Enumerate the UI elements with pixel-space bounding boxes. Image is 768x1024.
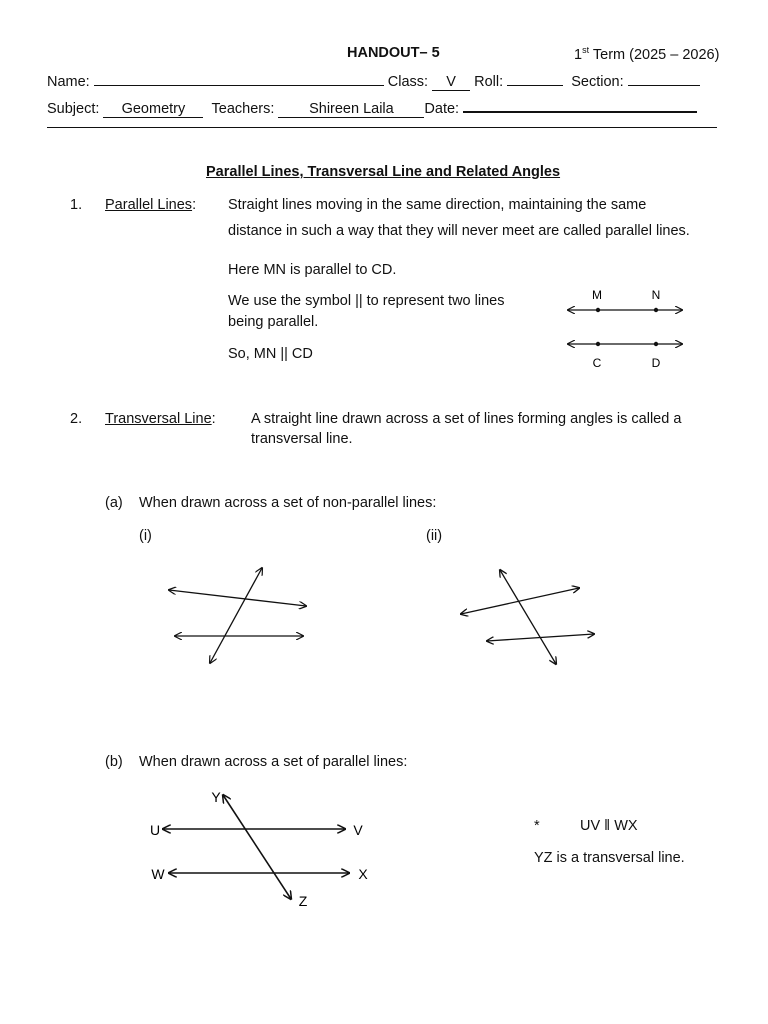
subject-label: Subject: — [47, 101, 100, 117]
part-b-text: When drawn across a set of parallel lines: — [139, 754, 408, 770]
section-title: Parallel Lines, Transversal Line and Related Angles — [206, 164, 561, 180]
note-parallel: UV ‖ WX — [580, 818, 638, 834]
part-a-text: When drawn across a set of non-parallel lines: — [139, 495, 437, 511]
label-y: Y — [211, 789, 221, 805]
section-label: Section: — [571, 74, 624, 90]
item1-term: Parallel Lines — [105, 197, 193, 213]
label-x: X — [358, 866, 368, 882]
roll-field[interactable] — [507, 71, 563, 86]
note-star: * — [534, 818, 540, 834]
fig2-transversal — [500, 570, 556, 664]
term-suffix: st — [582, 45, 590, 55]
nonparallel-figure-ii — [455, 560, 605, 670]
note-transversal: YZ is a transversal line. — [534, 850, 685, 866]
point-c — [596, 342, 600, 346]
item1-example: Here MN is parallel to CD. — [228, 262, 397, 278]
handout-title: HANDOUT– 5 — [347, 45, 440, 61]
label-d: D — [651, 356, 661, 370]
item1-symbol-line1: We use the symbol || to represent two lines — [228, 293, 505, 309]
label-c: C — [592, 356, 602, 370]
class-label: Class: — [387, 74, 429, 90]
fig1-line-upper — [169, 590, 306, 606]
part-b-marker: (b) — [105, 754, 123, 770]
date-field[interactable] — [463, 97, 697, 113]
fig1-label: (i) — [139, 528, 152, 544]
item1-symbol-line2: being parallel. — [228, 314, 319, 330]
name-label: Name: — [47, 74, 90, 90]
point-n — [654, 308, 658, 312]
label-w: W — [151, 866, 165, 882]
class-value[interactable]: V — [432, 74, 470, 91]
parallel-lines-diagram — [560, 282, 690, 374]
name-row — [47, 71, 700, 91]
label-z: Z — [298, 893, 308, 909]
part-a-marker: (a) — [105, 495, 123, 511]
item1-term-wrap — [105, 197, 196, 213]
header-divider — [47, 127, 717, 128]
subject-row — [47, 97, 697, 118]
point-d — [654, 342, 658, 346]
label-n: N — [651, 288, 661, 302]
item2-number: 2. — [70, 411, 83, 427]
fig1-transversal — [210, 568, 262, 663]
item1-so: So, MN || CD — [228, 346, 313, 362]
point-m — [596, 308, 600, 312]
section-field[interactable] — [628, 71, 700, 86]
subject-value[interactable]: Geometry — [103, 101, 203, 118]
roll-label: Roll: — [474, 74, 504, 90]
item2-definition-line2: transversal line. — [251, 431, 353, 447]
item2-definition-line1: A straight line drawn across a set of lines forming angles is called a — [251, 411, 682, 427]
item1-definition-line2: distance in such a way that they will never meet are called parallel lines. — [228, 223, 690, 239]
item2-term: Transversal Line — [105, 411, 212, 427]
teachers-label: Teachers: — [211, 101, 275, 117]
item1-colon: : — [192, 197, 197, 213]
term-number: 1 — [574, 46, 583, 63]
fig2-line-upper — [461, 588, 579, 614]
term-label — [574, 45, 719, 63]
fig2-label: (ii) — [426, 528, 443, 544]
item1-number: 1. — [70, 197, 83, 213]
item2-term-wrap — [105, 411, 216, 427]
name-field[interactable] — [94, 71, 384, 86]
line-yz — [223, 795, 291, 899]
date-label: Date: — [424, 101, 460, 117]
parallel-transversal-figure — [145, 785, 375, 915]
label-v: V — [353, 822, 363, 838]
teachers-value[interactable]: Shireen Laila — [278, 101, 424, 118]
nonparallel-figure-i — [160, 560, 320, 670]
term-text: Term (2025 – 2026) — [592, 46, 720, 63]
item1-definition-line1: Straight lines moving in the same direction, maintaining the same — [228, 197, 647, 213]
label-m: M — [592, 288, 602, 302]
item2-colon: : — [211, 411, 216, 427]
label-u: U — [149, 822, 161, 838]
